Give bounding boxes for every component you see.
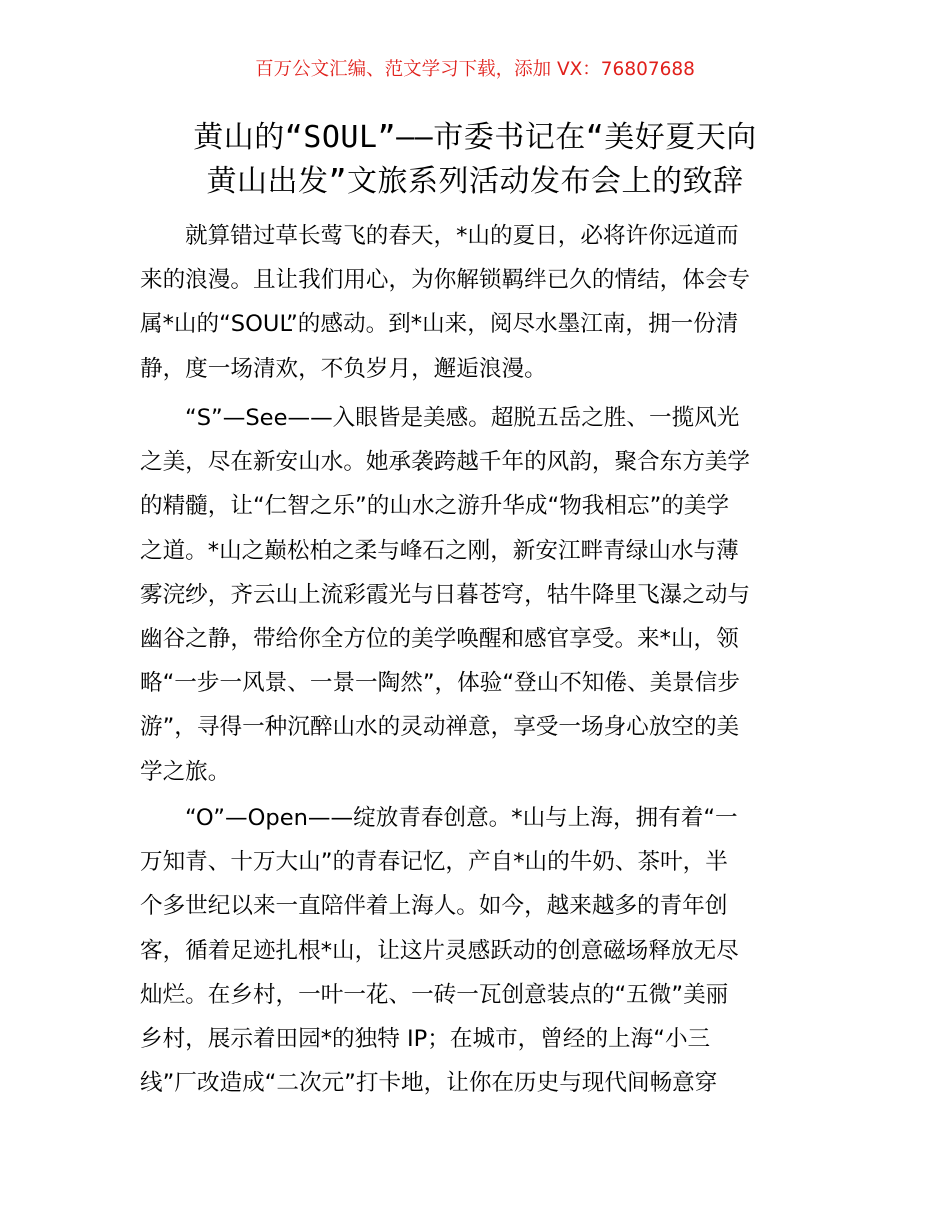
promo-banner: 百万公文汇编、范文学习下载，添加 VX：76807688 (255, 59, 695, 80)
text-line: 灿烂。在乡村，一叶一花、一砖一瓦创意装点的“五微”美丽 (140, 981, 729, 1008)
text-line: 幽谷之静，带给你全方位的美学唤醒和感官享受。来*山，领 (140, 625, 739, 652)
text-line: “S”—See——入眼皆是美感。超脱五岳之胜、一揽风光 (185, 405, 740, 431)
text-line: 乡村，展示着田园*的独特 IP；在城市，曾经的上海“小三 (140, 1025, 711, 1052)
text-line: 学之旅。 (140, 758, 231, 785)
title-line: 黄山出发”文旅系列活动发布会上的致辞 (206, 164, 744, 199)
text-line: 属*山的“SOUL”的感动。到*山来，阅尽水墨江南，拥一份清 (140, 311, 739, 338)
text-line: 之道。*山之巅松柏之柔与峰石之刚，新安江畔青绿山水与薄 (140, 537, 739, 564)
text-line: 的精髓，让“仁智之乐”的山水之游升华成“物我相忘”的美学 (140, 493, 730, 520)
text-line: 来的浪漫。且让我们用心，为你解锁羁绊已久的情结，体会专 (140, 267, 751, 294)
text-line: 就算错过草长莺飞的春天，*山的夏日，必将许你远道而 (185, 223, 739, 249)
text-line: 之美，尽在新安山水。她承袭跨越千年的风韵，聚合东方美学 (140, 449, 751, 476)
text-line: 万知青、十万大山”的青春记忆，产自*山的牛奶、茶叶，半 (140, 849, 728, 876)
text-line: 个多世纪以来一直陪伴着上海人。如今，越来越多的青年创 (140, 893, 728, 920)
paragraph-open (140, 796, 812, 1105)
text-line: “O”—Open——绽放青春创意。*山与上海，拥有着“一 (185, 805, 738, 831)
document-title (130, 116, 820, 204)
paragraph-see (140, 396, 812, 794)
text-line: 静，度一场清欢，不负岁月，邂逅浪漫。 (140, 355, 547, 382)
text-line: 雾浣纱，齐云山上流彩霞光与日暮苍穹，牯牛降里飞瀑之动与 (140, 581, 751, 608)
text-line: 客，循着足迹扎根*山，让这片灵感跃动的创意磁场释放无尽 (140, 937, 739, 964)
text-line: 线”厂改造成“二次元”打卡地，让你在历史与现代间畅意穿 (140, 1070, 718, 1097)
title-line: 黄山的“SOUL”——市委书记在“美好夏天向 (193, 120, 757, 155)
paragraph-intro (140, 214, 812, 391)
text-line: 游”，寻得一种沉醉山水的灵动禅意，享受一场身心放空的美 (140, 714, 740, 741)
text-line: 略“一步一风景、一景一陶然”，体验“登山不知倦、美景信步 (140, 670, 740, 697)
